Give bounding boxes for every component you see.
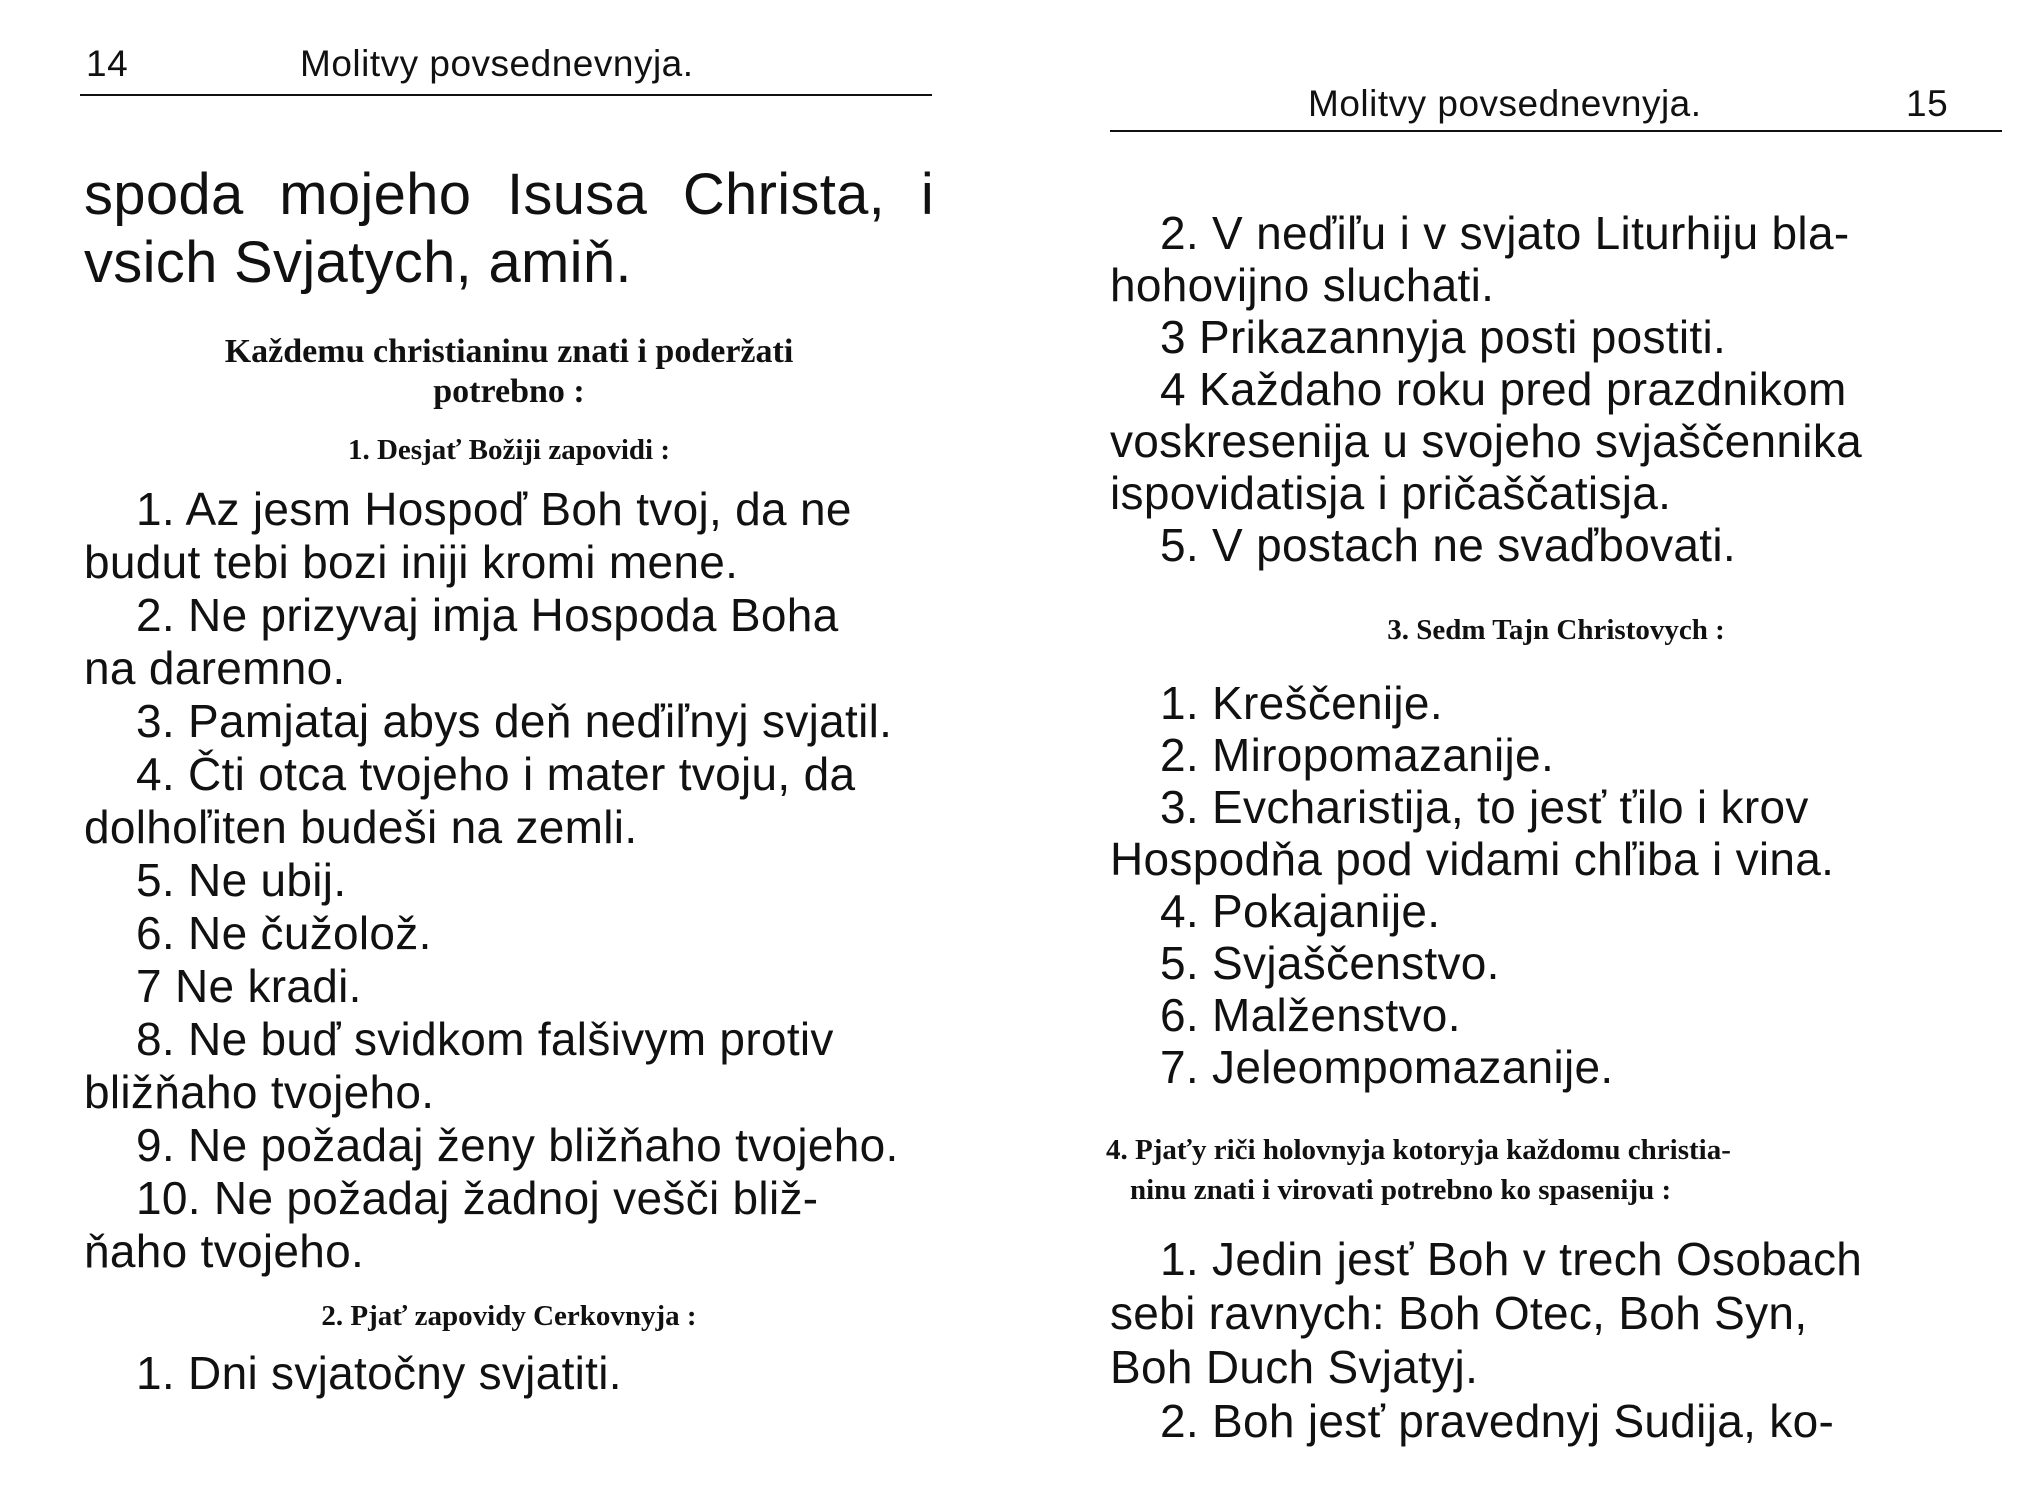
- sacrament-line: 2. Miropomazanije.: [1160, 729, 1555, 781]
- sacrament-line: 5. Svjaščenstvo.: [1160, 937, 1500, 989]
- church-commandment-line: 3 Prikazannyja posti postiti.: [1160, 311, 1727, 363]
- commandment-line: ňaho tvojeho.: [84, 1225, 365, 1277]
- church-commandment-line: 4 Každaho roku pred prazdnikom: [1160, 363, 1847, 415]
- intro-word: i: [920, 162, 934, 227]
- section-2-title: 2. Pjať zapovidy Cerkovnyja :: [321, 1300, 697, 1332]
- sacrament-line: 6. Malženstvo.: [1160, 989, 1461, 1041]
- section-4-title-line-1: 4. Pjaťy riči holovnyja kotoryja každomu christia-: [1106, 1134, 1731, 1166]
- commandment-line: dolhoľiten budeši na zemli.: [84, 801, 638, 853]
- intro-word: spoda: [84, 162, 244, 227]
- commandment-line: 1. Az jesm Hospoď Boh tvoj, da ne: [136, 483, 852, 535]
- commandment-line: 7 Ne kradi.: [136, 960, 362, 1012]
- header-rule-right: [1110, 130, 2002, 132]
- truth-line: 2. Boh jesť pravednyj Sudija, ko-: [1160, 1395, 1835, 1447]
- commandment-line: na daremno.: [84, 642, 346, 694]
- heading-line-2: potrebno :: [433, 373, 585, 410]
- commandment-line: 9. Ne požadaj ženy bližňaho tvojeho.: [136, 1119, 899, 1171]
- intro-word: mojeho: [279, 162, 472, 227]
- truth-line: sebi ravnych: Boh Otec, Boh Syn,: [1110, 1287, 1808, 1339]
- commandment-line: 10. Ne požadaj žadnoj vešči bliž-: [136, 1172, 819, 1224]
- church-commandment-line: 2. V neďiľu i v svjato Liturhiju bla-: [1160, 207, 1850, 259]
- heading-line-1: Každemu christianinu znati i poderžati: [224, 333, 794, 370]
- sacrament-line: 1. Kreščenije.: [1160, 677, 1443, 729]
- truth-line: Boh Duch Svjatyj.: [1110, 1341, 1479, 1393]
- truth-line: 1. Jedin jesť Boh v trech Osobach: [1160, 1233, 1863, 1285]
- church-commandment-line: hohovijno sluchati.: [1110, 259, 1495, 311]
- header-rule-left: [80, 94, 932, 96]
- section-3-title: 3. Sedm Tajn Christovych :: [1387, 614, 1725, 646]
- church-commandment-line: ispovidatisja i pričaščatisja.: [1110, 467, 1672, 519]
- intro-line-2: vsich Svjatych, amiň.: [84, 230, 632, 295]
- church-commandment-line: voskresenija u svojeho svjaščennika: [1110, 415, 1863, 467]
- intro-word: Christa,: [682, 162, 886, 227]
- church-commandment-line: 1. Dni svjatočny svjatiti.: [136, 1347, 622, 1399]
- commandment-line: 4. Čti otca tvojeho i mater tvoju, da: [136, 748, 856, 800]
- commandment-line: 2. Ne prizyvaj imja Hospoda Boha: [136, 589, 839, 641]
- commandment-line: 3. Pamjataj abys deň neďiľnyj svjatil.: [136, 695, 893, 747]
- commandment-line: 8. Ne buď svidkom falšivym protiv: [136, 1013, 834, 1065]
- commandment-line: 6. Ne čužolož.: [136, 907, 432, 959]
- running-head-left: Molitvy povsednevnyja.: [300, 43, 694, 84]
- left-page: [0, 0, 1010, 1500]
- church-commandment-line: 5. V postach ne svaďbovati.: [1160, 519, 1736, 571]
- intro-word: Isusa: [507, 162, 648, 227]
- section-4-title-line-2: ninu znati i virovati potrebno ko spaseniju :: [1130, 1174, 1672, 1206]
- commandment-line: budut tebi bozi iniji kromi mene.: [84, 536, 739, 588]
- section-1-title: 1. Desjať Božiji zapovidi :: [347, 434, 670, 466]
- sacrament-line: 3. Evcharistija, to jesť ťilo i krov: [1160, 781, 1809, 833]
- commandment-line: 5. Ne ubij.: [136, 854, 347, 906]
- right-page: [1030, 0, 2040, 1500]
- intro-line-1: [84, 162, 934, 228]
- commandment-line: bližňaho tvojeho.: [84, 1066, 435, 1118]
- running-head-right: Molitvy povsednevnyja.: [1308, 83, 1702, 124]
- page-number-14: 14: [86, 43, 129, 84]
- sacrament-line: 7. Jeleompomazanije.: [1160, 1041, 1614, 1093]
- page-number-15: 15: [1906, 83, 1949, 124]
- sacrament-line: Hospodňa pod vidami chľiba i vina.: [1110, 833, 1835, 885]
- sacrament-line: 4. Pokajanije.: [1160, 885, 1441, 937]
